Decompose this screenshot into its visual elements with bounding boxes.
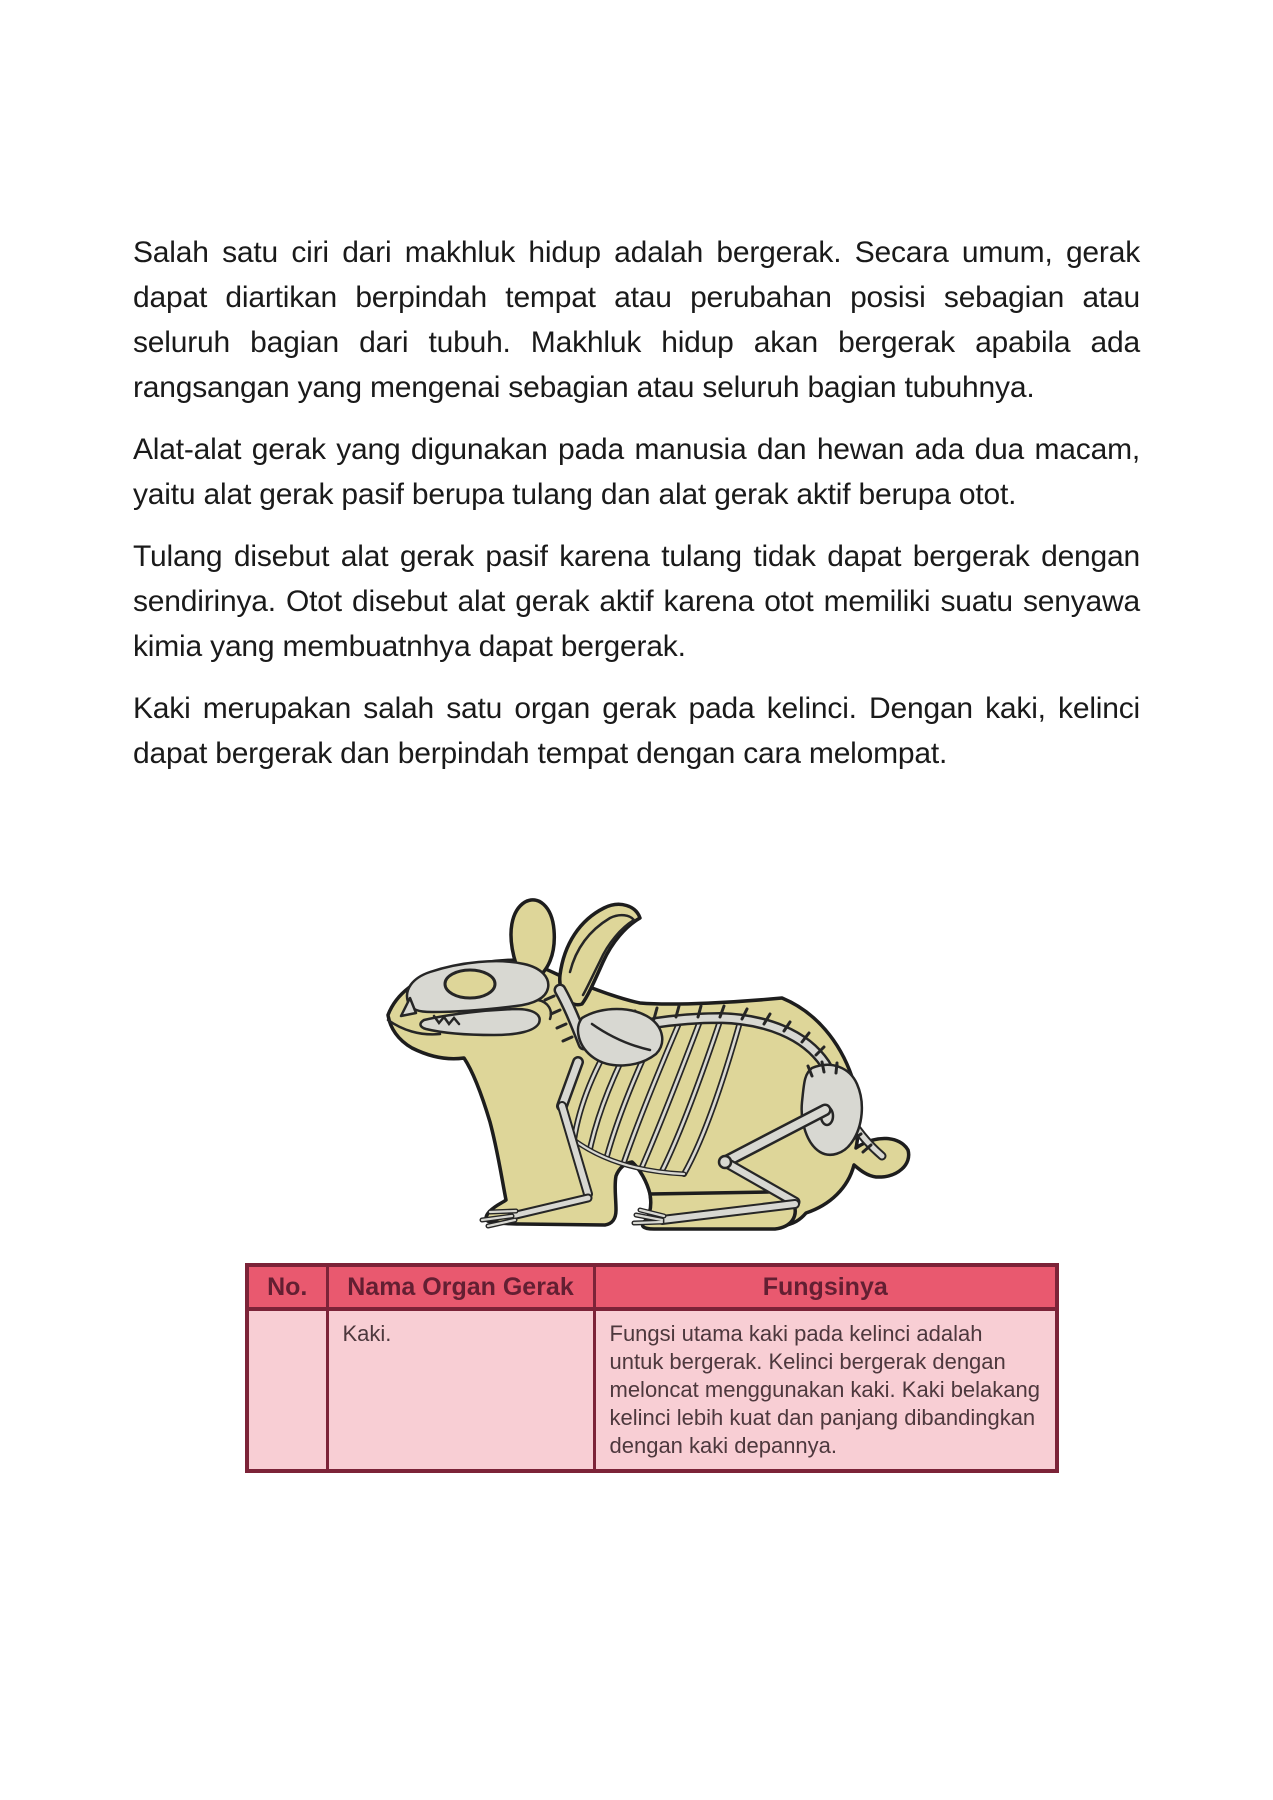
table-header-organ: Nama Organ Gerak (327, 1265, 594, 1309)
cell-no (247, 1309, 327, 1471)
rabbit-scapula (578, 1009, 662, 1065)
rabbit-skeleton-figure (320, 872, 920, 1235)
cell-fungsi: Fungsi utama kaki pada kelinci adalah untuk bergerak. Kelinci bergerak dengan meloncat menggunakan kaki. Kaki belakang kelinci lebih kuat dan panjang dibandingkan dengan kaki depannya. (594, 1309, 1057, 1471)
cell-organ: Kaki. (327, 1309, 594, 1471)
paragraph-2: Alat-alat gerak yang digunakan pada manusia dan hewan ada dua macam, yaitu alat gerak pasif berupa tulang dan alat gerak aktif berupa otot. (133, 433, 1140, 511)
rabbit-eye-socket (445, 970, 495, 998)
table-row (247, 1309, 1057, 1471)
table-header-fungsi: Fungsinya (594, 1265, 1057, 1309)
rabbit-pelvis (802, 1062, 862, 1155)
table-header-no: No. (247, 1265, 327, 1309)
table-header-row (247, 1265, 1057, 1309)
organ-table (245, 1263, 1059, 1473)
paragraph-1: Salah satu ciri dari makhluk hidup adalah bergerak. Secara umum, gerak dapat diartikan berpindah tempat atau perubahan posisi sebagian atau seluruh bagian dari tubuh. Makhluk hidup akan bergerak apabila ada rangsangan yang mengenai sebagian atau seluruh bagian tubuhnya. (133, 236, 1140, 404)
rabbit-skeleton-illustration (320, 872, 920, 1235)
rabbit-skull (401, 961, 551, 1035)
paragraph-3: Tulang disebut alat gerak pasif karena tulang tidak dapat bergerak dengan sendirinya. Otot disebut alat gerak aktif karena otot memiliki suatu senyawa kimia yang membuatnhya dapat bergerak. (133, 540, 1140, 663)
body-text (133, 230, 1140, 793)
paragraph-4: Kaki merupakan salah satu organ gerak pada kelinci. Dengan kaki, kelinci dapat bergerak dan berpindah tempat dengan cara melompat. (133, 692, 1140, 770)
